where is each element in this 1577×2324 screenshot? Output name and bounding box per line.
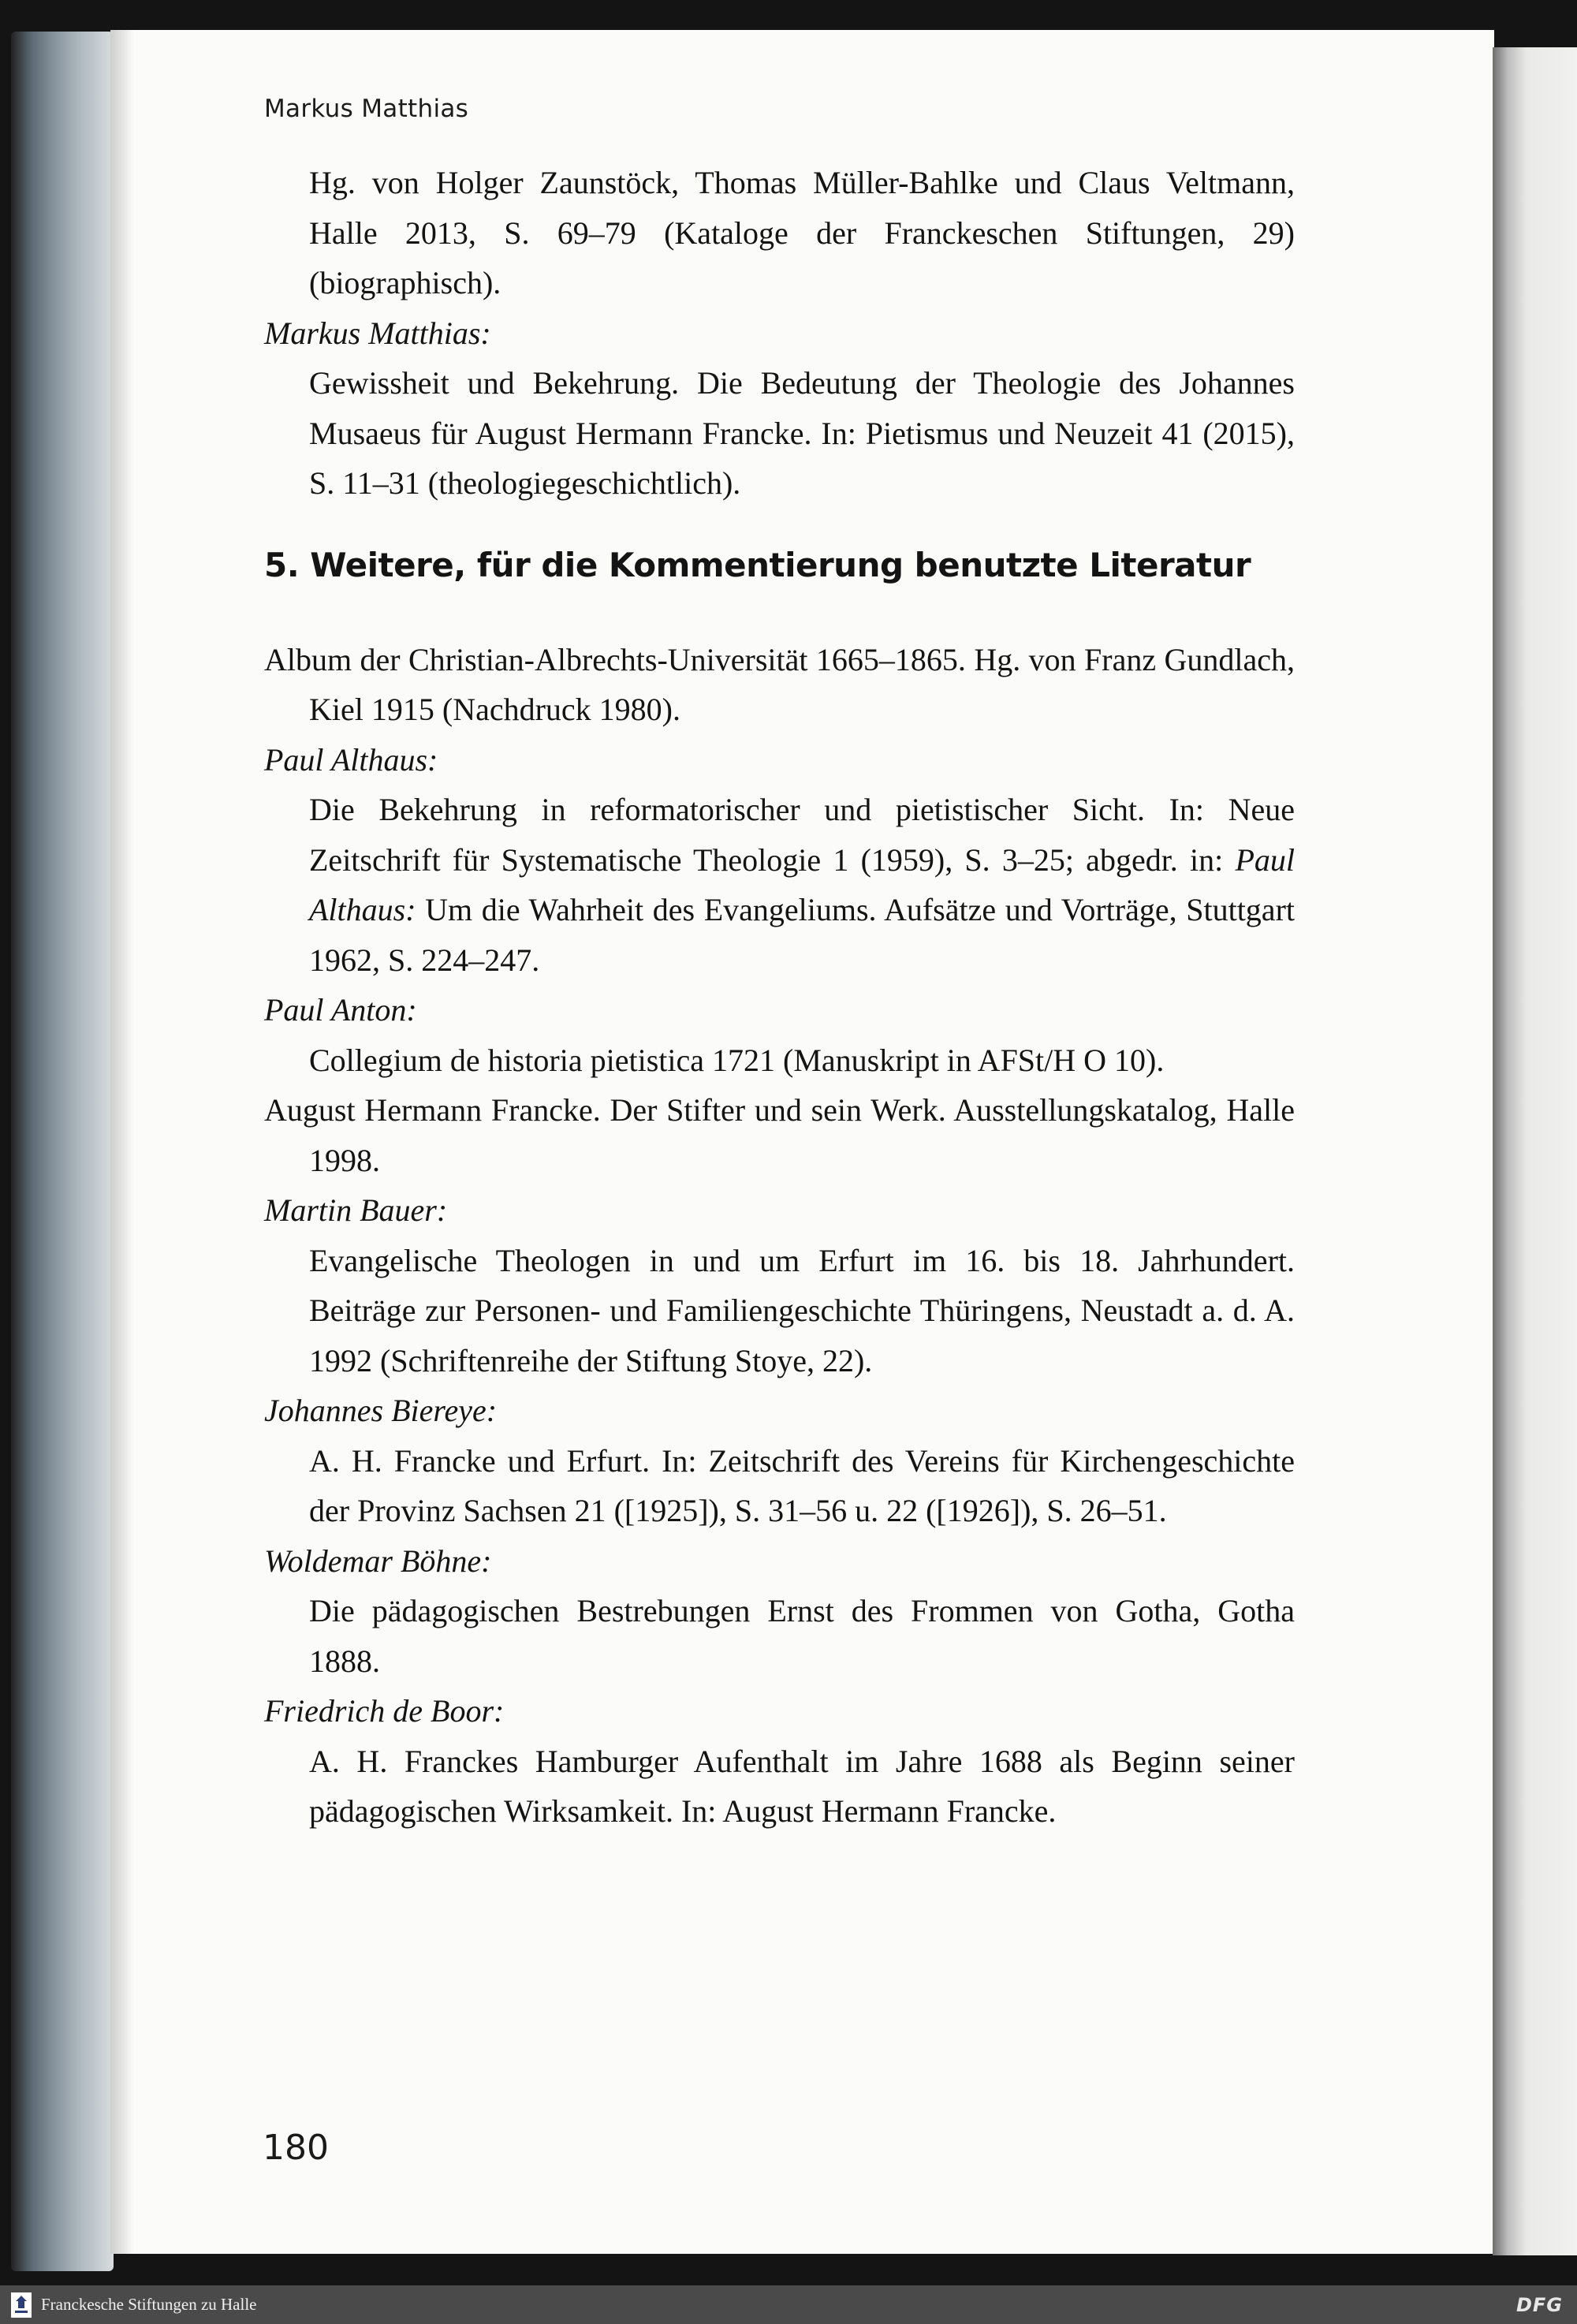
author-name: Martin Bauer: xyxy=(264,1192,448,1228)
entry-text: Die pädagogischen Bestrebungen Ernst des Frommen von Gotha, Gotha 1888. xyxy=(309,1593,1295,1679)
entry-text: Evangelische Theologen in und um Erfurt im 16. bis 18. Jahrhundert. Beiträge zur Personen- und Familiengeschichte Thüringens, Neustadt a. d. A. 1992 (Schriftenreihe der Stiftung Stoye, 22). xyxy=(309,1242,1295,1378)
viewer-footer xyxy=(0,2285,1577,2324)
running-head: Markus Matthias xyxy=(264,95,469,123)
continued-entry: Hg. von Holger Zaunstöck, Thomas Müller-Bahlke und Claus Veltmann, Halle 2013, S. 69–79 (Kataloge der Franckeschen Stiftungen, 29) (biographisch). xyxy=(309,165,1295,300)
author-name: Paul Althaus: xyxy=(264,741,438,778)
inline-author-name: Paul Althaus: xyxy=(309,841,1295,927)
facing-page-edge xyxy=(1493,47,1577,2255)
author-name: Paul Anton: xyxy=(264,992,417,1028)
entry-text: Collegium de historia pietistica 1721 (Manuskript in AFSt/H O 10). xyxy=(309,1042,1165,1078)
entry-text: Gewissheit und Bekehrung. Die Bedeutung der Theologie des Johannes Musaeus für August Hermann Francke. In: Pietismus und Neuzeit 41 (2015), S. 11–31 (theologiegeschichtlich). xyxy=(309,365,1295,501)
dfg-logo[interactable]: DFG xyxy=(1515,2293,1563,2316)
author-name: Friedrich de Boor: xyxy=(264,1693,505,1729)
entry-text xyxy=(264,785,1295,985)
institution-name: Franckesche Stiftungen zu Halle xyxy=(41,2295,257,2314)
entry-text: Album der Christian-Albrechts-Universität 1665–1865. Hg. von Franz Gundlach, Kiel 1915 (Nachdruck 1980). xyxy=(264,641,1295,727)
entry-text: A. H. Francke und Erfurt. In: Zeitschrift des Vereins für Kirchengeschichte der Provinz Sachsen 21 ([1925]), S. 31–56 u. 22 ([1926]), S. 26–51. xyxy=(309,1442,1295,1528)
entry-text: August Hermann Francke. Der Stifter und sein Werk. Ausstellungskatalog, Halle 1998. xyxy=(264,1092,1295,1178)
franckesche-stiftungen-logo-icon xyxy=(11,2292,32,2318)
author-name: Markus Matthias: xyxy=(264,315,491,351)
entry-text-part: Um die Wahrheit des Evangeliums. Aufsätze und Vorträge, Stuttgart 1962, S. 224–247. xyxy=(309,892,1295,978)
page-gutter-shadow xyxy=(110,30,134,2254)
entry-text: A. H. Franckes Hamburger Aufenthalt im Jahre 1688 als Beginn seiner pädagogischen Wirksamkeit. In: August Hermann Francke. xyxy=(309,1743,1295,1829)
book-page-edges xyxy=(11,32,114,2271)
entry-text-part: Die Bekehrung in reformatorischer und pietistischer Sicht. In: Neue Zeitschrift für Systematische Theologie 1 (1959), S. 3–25; abgedr. in: xyxy=(309,792,1295,878)
bibliography-content xyxy=(264,158,1295,1837)
institution-credit[interactable] xyxy=(11,2292,257,2318)
author-name: Woldemar Böhne: xyxy=(264,1542,492,1579)
section-heading: 5. Weitere, für die Kommentierung benutzte Literatur xyxy=(264,545,1251,584)
page-number: 180 xyxy=(263,2128,329,2168)
author-name: Johannes Biereye: xyxy=(264,1393,498,1428)
